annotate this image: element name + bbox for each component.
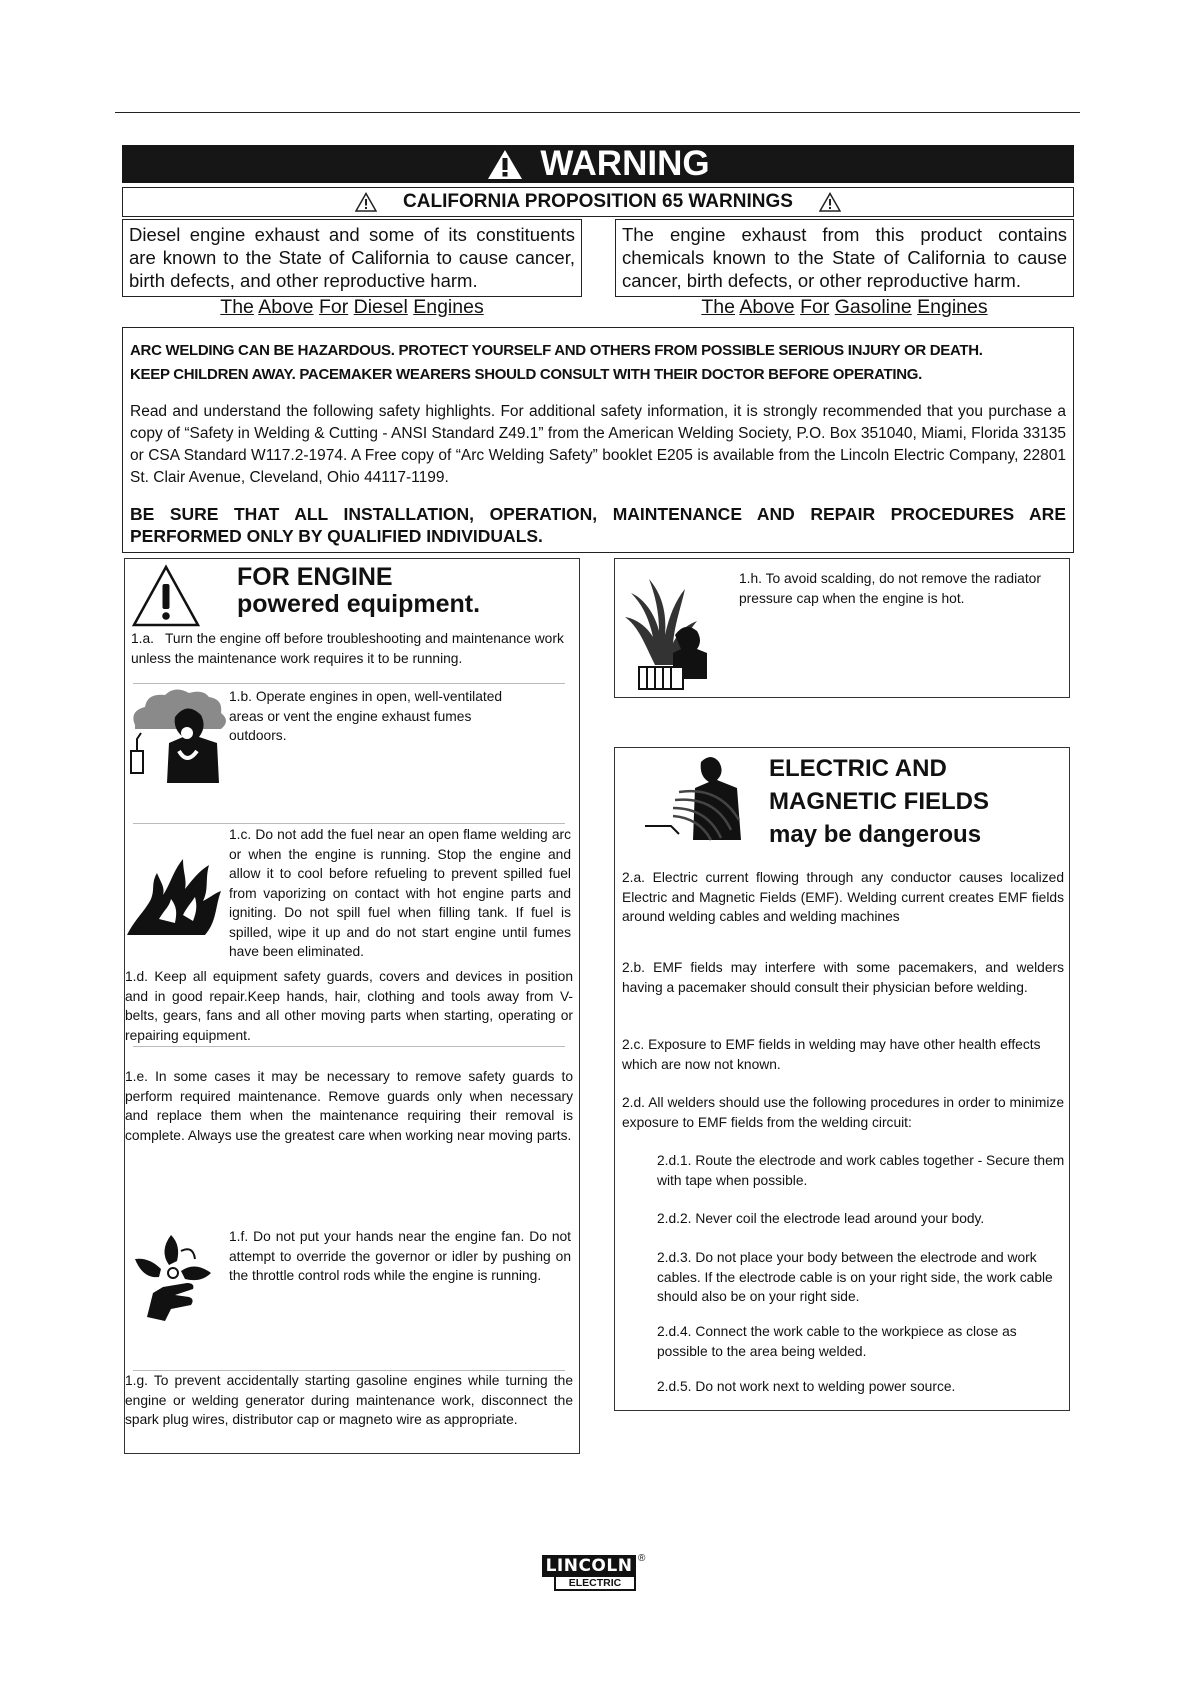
emf-title-1: ELECTRIC AND (769, 755, 947, 782)
gasoline-warning-box (615, 219, 1074, 297)
logo-registered-mark: ® (638, 1553, 646, 1564)
lincoln-electric-logo (542, 1555, 650, 1593)
diesel-warning-box (122, 219, 582, 297)
emf-panel (614, 747, 1070, 1411)
caution-triangle-icon (355, 192, 377, 212)
logo-line-2: ELECTRIC (554, 1577, 636, 1591)
diesel-note: The Above For Diesel Engines (220, 296, 484, 318)
engine-item-1f: 1.f. Do not put your hands near the engine fan. Do not attempt to override the governor or idler by pushing on the throttle control rods while the engine is running. (229, 1229, 572, 1283)
warning-triangle-icon (486, 148, 524, 181)
warning-banner (122, 145, 1074, 183)
caution-triangle-icon (819, 192, 841, 212)
hazard-heading-2: KEEP CHILDREN AWAY. PACEMAKER WEARERS SHOULD CONSULT WITH THEIR DOCTOR BEFORE OPERATING. (130, 366, 922, 383)
divider (133, 1046, 565, 1047)
caution-triangle-icon (131, 564, 201, 628)
emf-item-2c: 2.c. Exposure to EMF fields in welding may have other health effects which are now not known. (622, 1037, 1041, 1072)
emf-subitem-2d1: 2.d.1. Route the electrode and work cables together - Secure them with tape when possible. (657, 1153, 1065, 1188)
divider (133, 683, 565, 684)
fan-hand-hazard-icon (127, 1229, 217, 1321)
engine-item-1b: 1.b. Operate engines in open, well-ventilated areas or vent the engine exhaust fumes outdoors. (229, 689, 503, 743)
gasoline-note: The Above For Gasoline Engines (701, 296, 988, 318)
emf-item-2a: 2.a. Electric current flowing through any conductor causes localized Electric and Magnetic Fields (EMF). Welding current creates EMF fields around welding cables and welding machines (622, 870, 1064, 924)
engine-title-2: powered equipment. (237, 590, 481, 618)
gasoline-warning-text: The engine exhaust from this product contains chemicals known to the State of California to cause cancer, birth defects, or other reproductive harm. (622, 224, 1067, 291)
emf-title-2: MAGNETIC FIELDS (769, 788, 989, 815)
emf-title-3: may be dangerous (769, 821, 982, 848)
arc-welding-hazard-box (122, 327, 1074, 553)
header-rule (115, 112, 1080, 113)
engine-item-1c: 1.c. Do not add the fuel near an open flame welding arc or when the engine is running. Stop the engine and allow it to cool before refueling to prevent spilled fuel from vaporizing on contact with hot engine parts and igniting. Do not spill fuel when filling tank. If fuel is spilled, wipe it up and do not start engine until fumes have been eliminated. (229, 827, 571, 959)
radiator-item-1h: 1.h. To avoid scalding, do not remove the radiator pressure cap when the engine is hot. (739, 571, 1041, 606)
hazard-heading-1: ARC WELDING CAN BE HAZARDOUS. PROTECT YOURSELF AND OTHERS FROM POSSIBLE SERIOUS INJURY OR DEATH. (130, 342, 983, 359)
emf-subitem-2d3: 2.d.3. Do not place your body between the electrode and work cables. If the electrode cable is on your right side, the work cable should also be on your right side. (657, 1250, 1053, 1304)
engine-item-1a: 1.a. Turn the engine off before troubleshooting and maintenance work unless the maintenance work requires it to be running. (131, 631, 564, 666)
emf-subitem-2d4: 2.d.4. Connect the work cable to the workpiece as close as possible to the area being welded. (657, 1324, 1017, 1359)
hazard-body: Read and understand the following safety highlights. For additional safety information, it is strongly recommended that you purchase a copy of “Safety in Welding & Cutting - ANSI Standard Z49.1” from the American Welding Society, P.O. Box 351040, Miami, Florida 33135 or CSA Standard W117.2-1974. A Free copy of “Arc Welding Safety” booklet E205 is available from the Lincoln Electric Company, 22801 St. Clair Avenue, Cleveland, Ohio 44117-1199. (130, 403, 1066, 486)
prop65-title: CALIFORNIA PROPOSITION 65 WARNINGS (403, 191, 793, 212)
fire-flame-icon (125, 849, 223, 937)
emf-welder-icon (643, 752, 761, 844)
radiator-steam-icon (615, 565, 727, 693)
logo-line-1: LINCOLN (542, 1555, 636, 1577)
emf-item-2b: 2.b. EMF fields may interfere with some pacemakers, and welders having a pacemaker should consult their physician before welding. (622, 960, 1064, 995)
hazard-footer: BE SURE THAT ALL INSTALLATION, OPERATION, MAINTENANCE AND REPAIR PROCEDURES ARE PERFORMED ONLY BY QUALIFIED INDIVIDUALS. (130, 504, 1066, 546)
warning-title: WARNING (540, 144, 710, 183)
engine-item-1d: 1.d. Keep all equipment safety guards, covers and devices in position and in good repair.Keep hands, hair, clothing and tools away from V-belts, gears, fans and all other moving parts when starting, operating or repairing equipment. (125, 969, 573, 1043)
emf-item-2d: 2.d. All welders should use the following procedures in order to minimize exposure to EMF fields from the welding circuit: (622, 1095, 1064, 1130)
diesel-warning-text: Diesel engine exhaust and some of its constituents are known to the State of California to cause cancer, birth defects, and other reproductive harm. (129, 224, 575, 291)
emf-subitem-2d2: 2.d.2. Never coil the electrode lead around your body. (657, 1211, 985, 1226)
engine-panel (124, 558, 580, 1454)
exhaust-fumes-icon (125, 687, 235, 787)
engine-item-1e: 1.e. In some cases it may be necessary to remove safety guards to perform required maintenance. Remove guards only when necessary and replace them when the maintenance requiring their removal is complete. Always use the greatest care when working near moving parts. (125, 1069, 573, 1143)
prop65-title-bar (122, 187, 1074, 217)
emf-subitem-2d5: 2.d.5. Do not work next to welding power source. (657, 1379, 956, 1394)
radiator-panel (614, 558, 1070, 698)
engine-title-1: FOR ENGINE (237, 563, 393, 591)
divider (133, 823, 565, 824)
engine-item-1g: 1.g. To prevent accidentally starting gasoline engines while turning the engine or welding generator during maintenance work, disconnect the spark plug wires, distributor cap or magneto wire as appropriate. (125, 1373, 573, 1427)
